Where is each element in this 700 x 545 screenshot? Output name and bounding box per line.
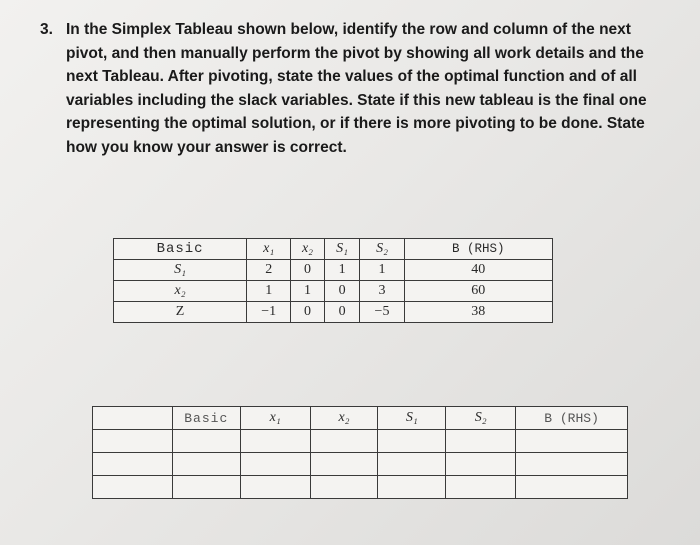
table-cell: 1 — [324, 260, 360, 281]
table-row — [93, 476, 628, 499]
tableau-header-s1: S₁ — [324, 239, 360, 260]
next-tableau-header-x2: x₂ — [310, 407, 378, 430]
table-cell: 38 — [404, 302, 552, 323]
next-tableau-header-x1: x₁ — [240, 407, 310, 430]
tableau-header-row — [114, 239, 553, 260]
table-cell: 1 — [291, 281, 325, 302]
blank-cell[interactable] — [310, 430, 378, 453]
tableau-header-s2: S₂ — [360, 239, 404, 260]
next-tableau-header-s1: S₁ — [378, 407, 446, 430]
question-text: In the Simplex Tableau shown below, identify the row and column of the next pivot, and then manually perform the pivot by showing all work details and the next Tableau. After pivoting, state the values of the optimal function and of all variables including the slack variables. State if this new tableau is the final one representing the optimal solution, or if there is more pivoting to be done. State how you know your answer is correct. — [66, 21, 647, 156]
next-tableau-blank — [92, 406, 628, 499]
blank-cell[interactable] — [516, 453, 628, 476]
tableau-header-rhs: B (RHS) — [404, 239, 552, 260]
table-cell: 0 — [324, 281, 360, 302]
blank-cell[interactable] — [516, 430, 628, 453]
simplex-tableau — [113, 238, 553, 323]
next-tableau-header-s2: S₂ — [446, 407, 516, 430]
blank-cell[interactable] — [172, 476, 240, 499]
blank-cell[interactable] — [378, 453, 446, 476]
table-row — [114, 281, 553, 302]
next-tableau-header-basic: Basic — [172, 407, 240, 430]
tableau-header-x2: x₂ — [291, 239, 325, 260]
blank-cell[interactable] — [378, 476, 446, 499]
blank-cell[interactable] — [310, 476, 378, 499]
table-cell: 0 — [291, 260, 325, 281]
table-cell: −5 — [360, 302, 404, 323]
table-cell: 60 — [404, 281, 552, 302]
blank-cell[interactable] — [172, 430, 240, 453]
question — [40, 18, 670, 159]
tableau-header-basic: Basic — [114, 239, 247, 260]
table-cell: S₁ — [114, 260, 247, 281]
table-cell: 1 — [360, 260, 404, 281]
tableau-header-x1: x₁ — [247, 239, 291, 260]
blank-cell[interactable] — [240, 453, 310, 476]
question-number: 3. — [40, 21, 53, 38]
table-row — [93, 430, 628, 453]
table-cell: −1 — [247, 302, 291, 323]
blank-cell[interactable] — [446, 476, 516, 499]
table-cell: x₂ — [114, 281, 247, 302]
blank-cell[interactable] — [93, 453, 173, 476]
table-cell: 1 — [247, 281, 291, 302]
blank-cell[interactable] — [240, 476, 310, 499]
next-tableau-header-rhs: B (RHS) — [516, 407, 628, 430]
blank-cell[interactable] — [93, 476, 173, 499]
table-cell: Z — [114, 302, 247, 323]
table-row — [114, 302, 553, 323]
blank-cell[interactable] — [310, 453, 378, 476]
blank-cell[interactable] — [93, 430, 173, 453]
blank-cell[interactable] — [172, 453, 240, 476]
blank-cell[interactable] — [240, 430, 310, 453]
blank-cell[interactable] — [516, 476, 628, 499]
table-cell: 2 — [247, 260, 291, 281]
blank-cell[interactable] — [93, 407, 173, 430]
table-cell: 0 — [291, 302, 325, 323]
table-row — [93, 453, 628, 476]
table-cell: 40 — [404, 260, 552, 281]
table-cell: 0 — [324, 302, 360, 323]
blank-cell[interactable] — [446, 453, 516, 476]
blank-cell[interactable] — [378, 430, 446, 453]
table-cell: 3 — [360, 281, 404, 302]
table-row — [114, 260, 553, 281]
blank-cell[interactable] — [446, 430, 516, 453]
next-tableau-header-row — [93, 407, 628, 430]
